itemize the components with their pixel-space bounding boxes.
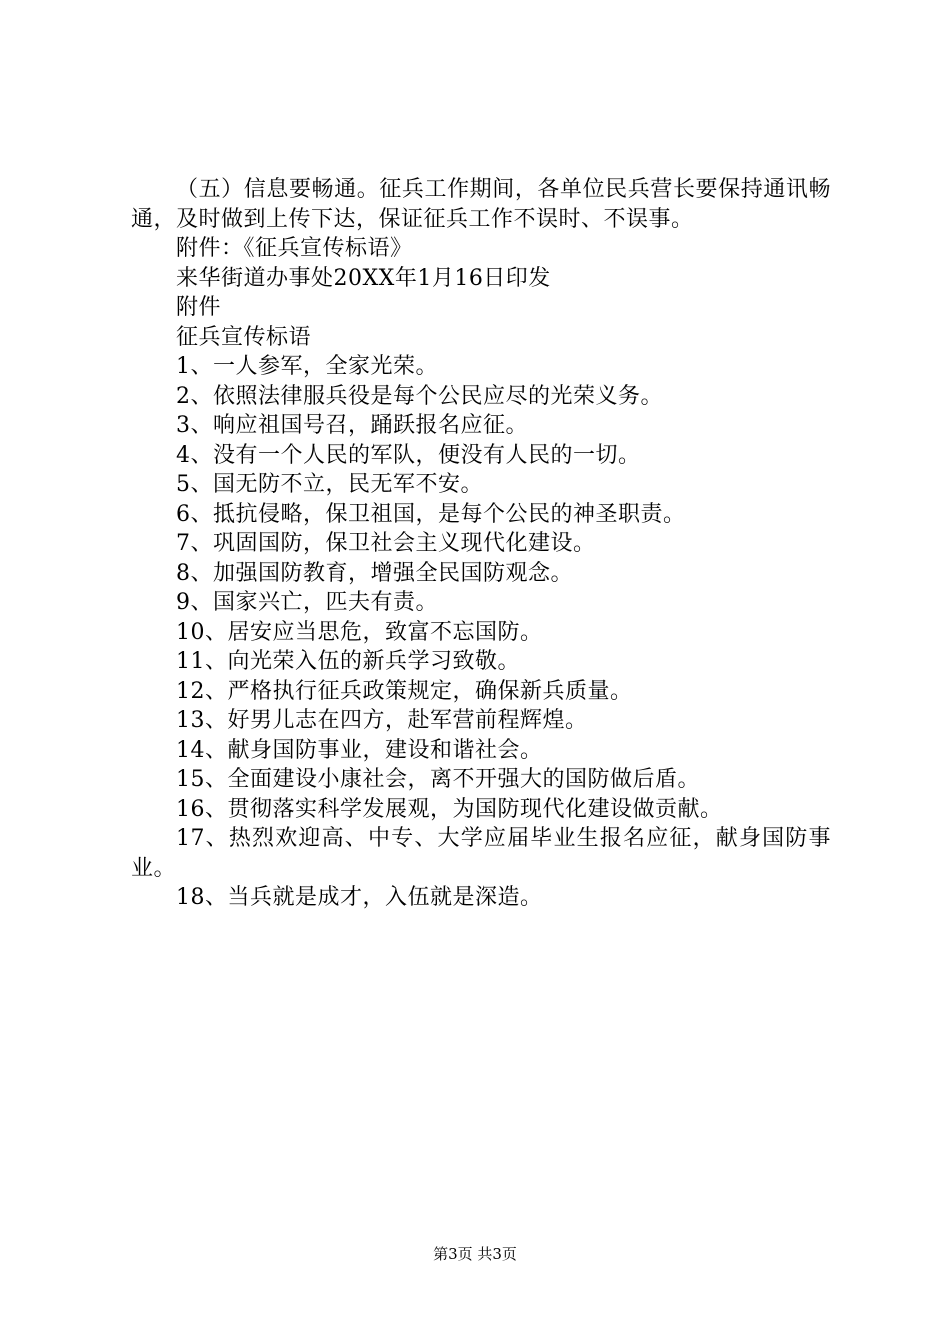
- slogan-item: 14、献身国防事业，建设和谐社会。: [176, 737, 543, 763]
- slogan-item: 1、一人参军，全家光荣。: [176, 354, 438, 379]
- slogan-item: 4、没有一个人民的军队，便没有人民的一切。: [176, 442, 641, 468]
- slogan-item: 2、依照法律服兵役是每个公民应尽的光荣义务。: [176, 383, 663, 409]
- slogan-item: 7、巩固国防，保卫社会主义现代化建设。: [176, 531, 596, 556]
- slogan-item: 3、响应祖国号召，踊跃报名应征。: [176, 413, 528, 438]
- document-body: [131, 175, 831, 913]
- page-footer: [0, 1244, 950, 1264]
- slogan-item: 9、国家兴亡，匹夫有责。: [176, 590, 438, 615]
- slogan-item: 13、好男儿志在四方，赴军营前程辉煌。: [176, 708, 588, 733]
- slogan-item: 8、加强国防教育，增强全民国防观念。: [176, 560, 573, 586]
- slogan-item: 17、热烈欢迎高、中专、大学应届毕业生报名应征，献身国防事业。: [131, 826, 831, 881]
- paragraph-attachment-note: 附件：《征兵宣传标语》: [176, 236, 413, 261]
- slogan-item: 6、抵抗侵略，保卫祖国，是每个公民的神圣职责。: [176, 501, 686, 527]
- slogans-title: 征兵宣传标语: [176, 324, 312, 350]
- page-number: 第3页 共3页: [433, 1245, 517, 1263]
- slogan-item: 12、严格执行征兵政策规定，确保新兵质量。: [176, 678, 633, 704]
- slogan-item: 5、国无防不立，民无军不安。: [176, 472, 483, 497]
- slogan-item: 16、贯彻落实科学发展观，为国防现代化建设做贡献。: [176, 796, 723, 822]
- attachment-heading: 附件: [176, 295, 222, 320]
- slogan-item: 10、居安应当思危，致富不忘国防。: [176, 619, 543, 645]
- paragraph-issuer-date: 来华街道办事处20XX年1月16日印发: [176, 265, 551, 291]
- paragraph-section-five: （五）信息要畅通。征兵工作期间，各单位民兵营长要保持通讯畅通，及时做到上传下达，保证征兵工作不误时、不误事。: [131, 177, 831, 232]
- slogan-item: 18、当兵就是成才，入伍就是深造。: [176, 885, 543, 910]
- slogan-item: 15、全面建设小康社会，离不开强大的国防做后盾。: [176, 767, 700, 792]
- slogan-item: 11、向光荣入伍的新兵学习致敬。: [176, 649, 520, 674]
